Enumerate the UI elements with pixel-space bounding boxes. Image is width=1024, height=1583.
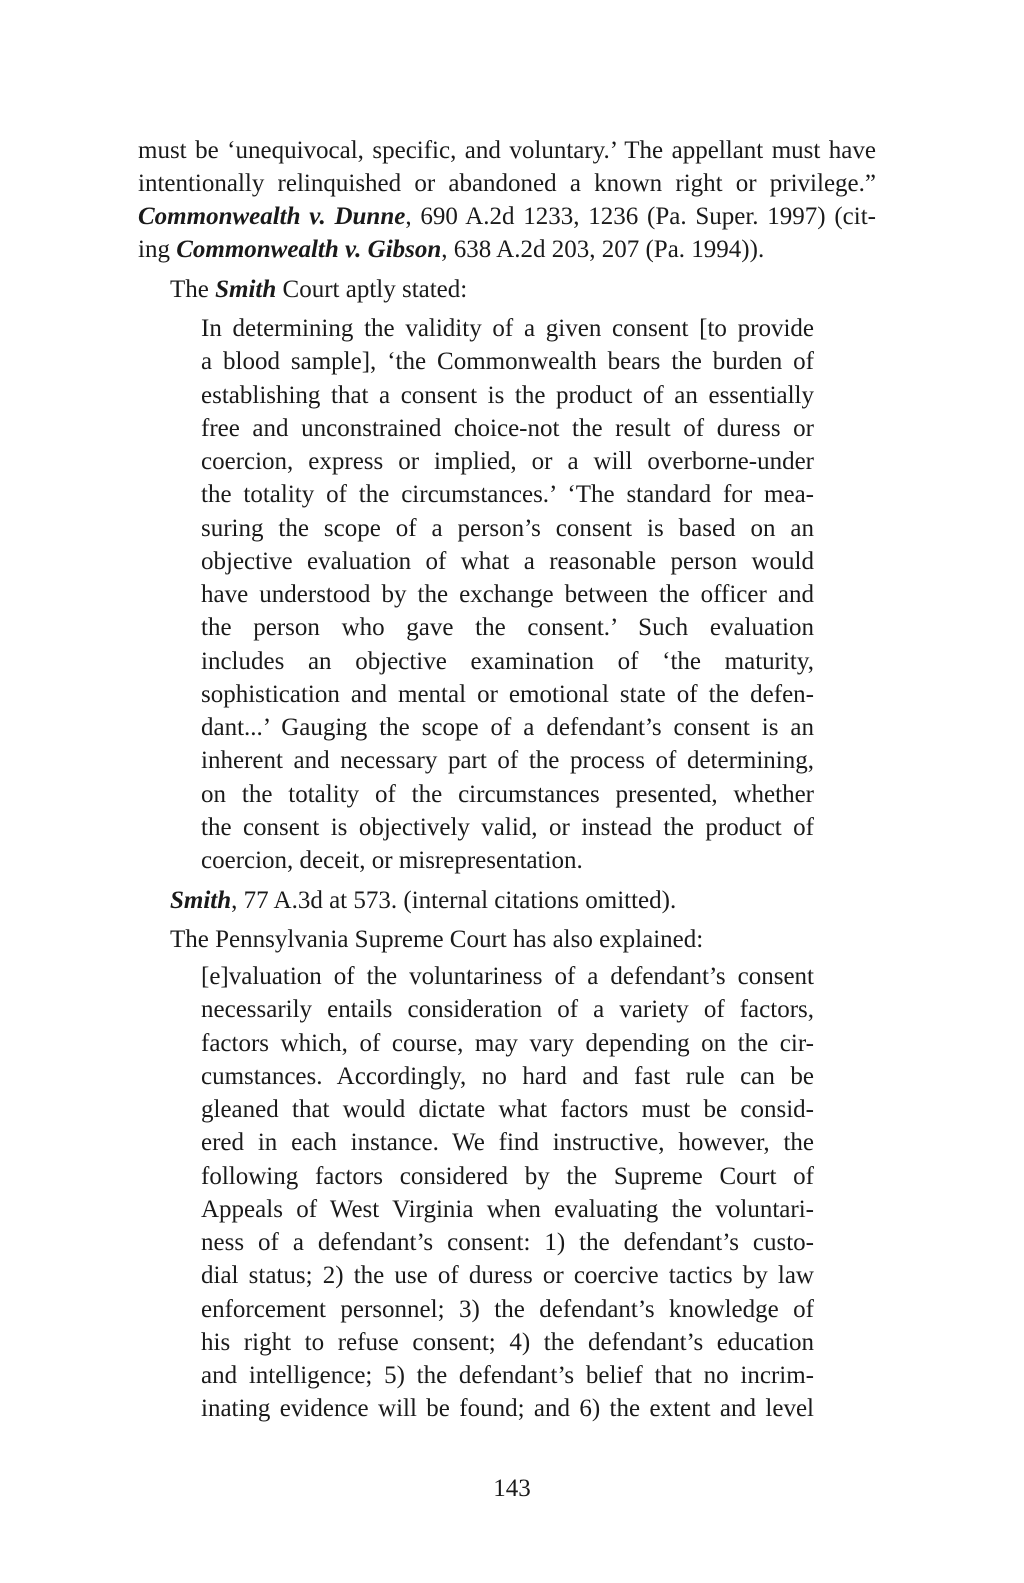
quote-line: objective evaluation of what a reasonable person would [201, 547, 814, 575]
quote-line: free and unconstrained choice-not the result of duress or [201, 414, 814, 442]
quote-line: inating evidence will be found; and 6) the extent and level [201, 1395, 814, 1423]
quote-line: necessarily entails consideration of a variety of factors, [201, 996, 814, 1024]
quote-line: have understood by the exchange between the officer and [201, 581, 814, 608]
quote-line: the consent is objectively valid, or instead the product of [201, 813, 814, 841]
quote-line: a blood sample], ‘the Commonwealth bears the burden of [201, 348, 814, 376]
citation-text: , 77 A.3d at 573. (internal citations omitted). [231, 887, 677, 914]
quote-line: ered in each instance. We find instructive, however, the [201, 1129, 814, 1157]
citation-text: , 690 A.2d 1233, 1236 (Pa. Super. 1997) (cit- [405, 203, 876, 230]
quote-line: coercion, deceit, or misrepresentation. [201, 847, 583, 874]
quote-line: the totality of the circumstances.’ ‘The standard for mea- [201, 481, 814, 509]
quote-line: sophistication and mental or emotional state of the defen- [201, 680, 814, 708]
quote-line: suring the scope of a person’s consent is based on an [201, 514, 814, 542]
quote-line: dial status; 2) the use of duress or coercive tactics by law [201, 1262, 814, 1290]
citation-line [170, 884, 676, 917]
intro-line: The Pennsylvania Supreme Court has also explained: [170, 926, 704, 953]
quote-line: [e]valuation of the voluntariness of a defendant’s consent [201, 963, 814, 990]
quote-line: factors which, of course, may vary depending on the cir- [201, 1029, 814, 1057]
quote-line: In determining the validity of a given consent [to provide [201, 315, 814, 342]
quote-line: the person who gave the consent.’ Such evaluation [201, 614, 814, 642]
quote-line: includes an objective examination of ‘the maturity, [201, 647, 814, 675]
quote-line: ness of a defendant’s consent: 1) the defendant’s custo- [201, 1229, 814, 1256]
intro-text: The [170, 276, 216, 303]
case-name: Smith [170, 887, 232, 914]
quote-line: dant...’ Gauging the scope of a defendant’s consent is an [201, 714, 814, 741]
quote-line: coercion, express or implied, or a will overborne-under [201, 448, 814, 475]
citation-text: ing [138, 236, 177, 263]
quote-line: and intelligence; 5) the defendant’s belief that no incrim- [201, 1362, 814, 1389]
quote-line: his right to refuse consent; 4) the defendant’s education [201, 1328, 814, 1356]
citation-text: , 638 A.2d 203, 207 (Pa. 1994)). [441, 236, 765, 263]
quote-line: establishing that a consent is the product of an essentially [201, 381, 814, 409]
quote-line: enforcement personnel; 3) the defendant’s knowledge of [201, 1295, 814, 1323]
intro-text: Court aptly stated: [276, 276, 468, 303]
paragraph-line: intentionally relinquished or abandoned a known right or privilege.” [138, 170, 876, 197]
intro-line [170, 273, 467, 306]
quote-line: on the totality of the circumstances presented, whether [201, 780, 814, 808]
case-name: Commonwealth v. Dunne [138, 203, 406, 230]
paragraph-line: must be ‘unequivocal, specific, and voluntary.’ The appellant must have [138, 137, 876, 164]
quote-line: inherent and necessary part of the process of determining, [201, 747, 814, 775]
quote-line: cumstances. Accordingly, no hard and fast rule can be [201, 1062, 814, 1090]
quote-line: following factors considered by the Supreme Court of [201, 1162, 814, 1190]
quote-line: Appeals of West Virginia when evaluating the voluntari- [201, 1195, 814, 1223]
case-name: Smith [215, 276, 277, 303]
page-number: 143 [493, 1475, 531, 1502]
case-name: Commonwealth v. Gibson [176, 236, 442, 263]
paragraph-line [138, 233, 876, 266]
quote-line: gleaned that would dictate what factors must be consid- [201, 1096, 814, 1123]
paragraph-line [138, 200, 876, 233]
